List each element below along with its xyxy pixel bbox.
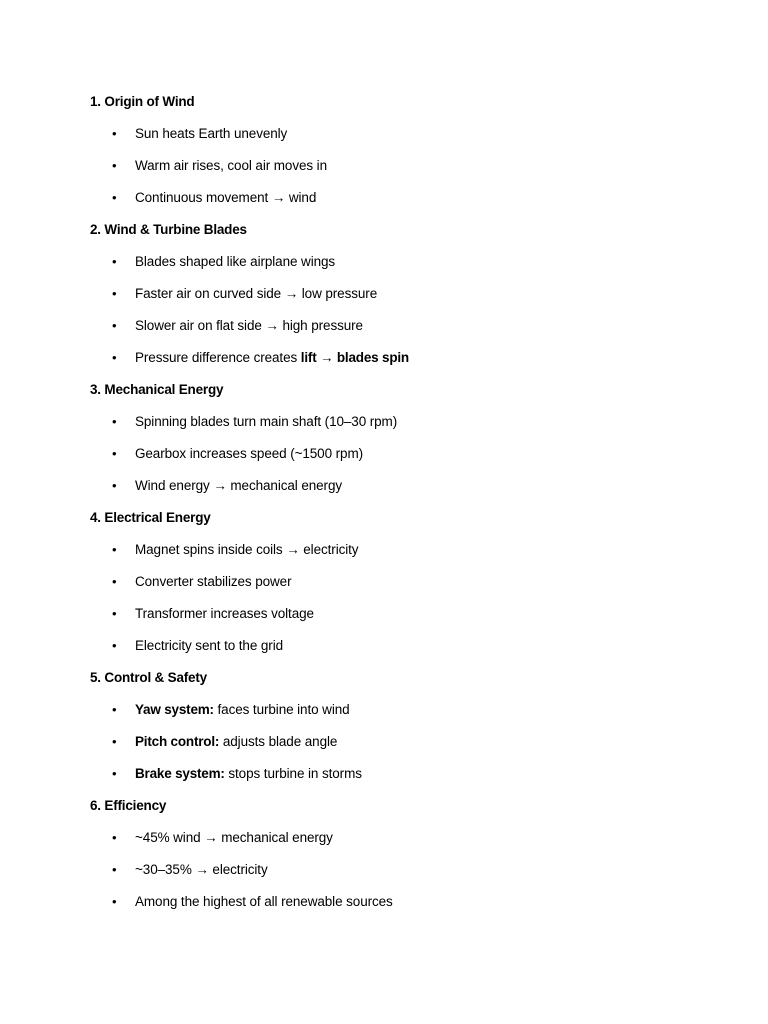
- list-item: [90, 636, 710, 668]
- section-heading: 1. Origin of Wind: [90, 94, 195, 109]
- bullet-icon: •: [112, 190, 117, 205]
- section-heading: 6. Efficiency: [90, 798, 167, 813]
- list-item: [90, 764, 710, 796]
- list-item: [90, 892, 710, 924]
- bullet-icon: •: [112, 254, 117, 269]
- list-item-text: Magnet spins inside coils → electricity: [135, 542, 359, 557]
- list-item-text: Slower air on flat side → high pressure: [135, 318, 363, 333]
- list-item: [90, 700, 710, 732]
- bullet-list: [90, 124, 710, 220]
- list-item-text: Pressure difference creates: [135, 350, 301, 365]
- list-item-text: Continuous movement → wind: [135, 190, 317, 205]
- bullet-icon: •: [112, 318, 117, 333]
- bullet-icon: •: [112, 734, 117, 749]
- list-item-text: Converter stabilizes power: [135, 574, 292, 589]
- list-item: [90, 252, 710, 284]
- list-item: [90, 604, 710, 636]
- list-item: [90, 476, 710, 508]
- list-item: [90, 348, 710, 380]
- bullet-icon: •: [112, 414, 117, 429]
- list-item: [90, 860, 710, 892]
- list-item-bold-emphasis: lift → blades spin: [300, 350, 409, 365]
- list-item: [90, 444, 710, 476]
- list-item-text: ~45% wind → mechanical energy: [135, 830, 333, 845]
- bullet-icon: •: [112, 478, 117, 493]
- list-item: [90, 732, 710, 764]
- list-item: [90, 540, 710, 572]
- list-item-text: Spinning blades turn main shaft (10–30 rpm): [135, 414, 398, 429]
- list-item-text: adjusts blade angle: [219, 734, 338, 749]
- document-body: [90, 92, 710, 924]
- section-heading: 3. Mechanical Energy: [90, 382, 224, 397]
- list-item-text: faces turbine into wind: [213, 702, 350, 717]
- bullet-list: [90, 700, 710, 796]
- bullet-icon: •: [112, 574, 117, 589]
- bullet-icon: •: [112, 350, 117, 365]
- list-item-text: Sun heats Earth unevenly: [135, 126, 288, 141]
- list-item-text: Faster air on curved side → low pressure: [135, 286, 378, 301]
- list-item-text: Gearbox increases speed (~1500 rpm): [135, 446, 363, 461]
- bullet-icon: •: [112, 638, 117, 653]
- list-item-text: Electricity sent to the grid: [135, 638, 284, 653]
- bullet-list: [90, 828, 710, 924]
- list-item: [90, 156, 710, 188]
- bullet-icon: •: [112, 286, 117, 301]
- bullet-list: [90, 412, 710, 508]
- section-heading: 4. Electrical Energy: [90, 510, 211, 525]
- bullet-list: [90, 540, 710, 668]
- bullet-icon: •: [112, 702, 117, 717]
- bullet-icon: •: [112, 606, 117, 621]
- list-item-text: Among the highest of all renewable sources: [135, 894, 393, 909]
- list-item-text: Warm air rises, cool air moves in: [135, 158, 327, 173]
- list-item-bold-label: Pitch control:: [135, 734, 220, 749]
- list-item-text: Blades shaped like airplane wings: [135, 254, 336, 269]
- list-item: [90, 124, 710, 156]
- list-item: [90, 828, 710, 860]
- list-item: [90, 572, 710, 604]
- bullet-list: [90, 252, 710, 380]
- list-item: [90, 412, 710, 444]
- bullet-icon: •: [112, 126, 117, 141]
- bullet-icon: •: [112, 446, 117, 461]
- list-item-text: ~30–35% → electricity: [135, 862, 268, 877]
- list-item-text: Wind energy → mechanical energy: [135, 478, 343, 493]
- section-heading: 2. Wind & Turbine Blades: [90, 222, 247, 237]
- bullet-icon: •: [112, 766, 117, 781]
- list-item-bold-label: Brake system:: [135, 766, 225, 781]
- bullet-icon: •: [112, 894, 117, 909]
- list-item-bold-label: Yaw system:: [135, 702, 214, 717]
- list-item: [90, 284, 710, 316]
- section-heading: 5. Control & Safety: [90, 670, 207, 685]
- bullet-icon: •: [112, 542, 117, 557]
- list-item-text: stops turbine in storms: [224, 766, 362, 781]
- list-item-text: Transformer increases voltage: [135, 606, 314, 621]
- list-item: [90, 316, 710, 348]
- bullet-icon: •: [112, 158, 117, 173]
- list-item: [90, 188, 710, 220]
- bullet-icon: •: [112, 862, 117, 877]
- bullet-icon: •: [112, 830, 117, 845]
